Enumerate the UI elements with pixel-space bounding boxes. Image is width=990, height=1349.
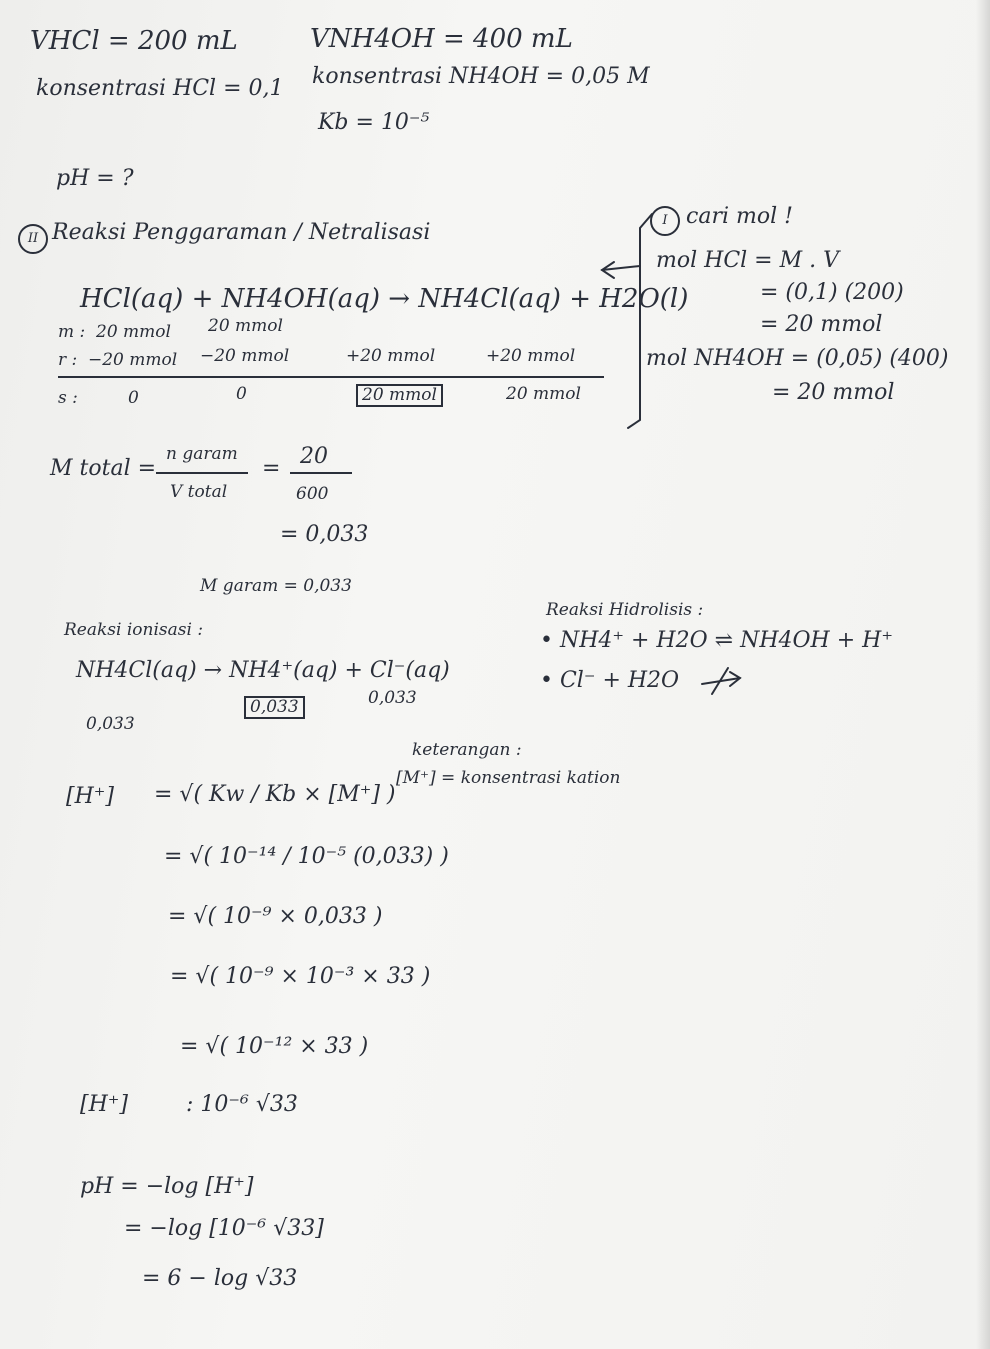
note-text: [M⁺] = konsentrasi kation xyxy=(396,768,621,788)
mol-hcl-result: = 20 mmol xyxy=(760,312,883,337)
s-h2o: 20 mmol xyxy=(506,384,581,404)
h-plus-label-final: [H⁺] xyxy=(80,1092,128,1117)
ph-line3: = 6 − log √33 xyxy=(142,1266,298,1291)
r-hcl: −20 mmol xyxy=(88,350,178,370)
ph-line2: = −log [10⁻⁶ √33] xyxy=(124,1216,324,1241)
r-h2o: +20 mmol xyxy=(486,346,576,366)
h-plus-step4: = √( 10⁻⁹ × 10⁻³ × 33 ) xyxy=(170,964,431,989)
row-m-label: m : xyxy=(58,322,86,342)
ionization-equation: NH4Cl(aq) → NH4⁺(aq) + Cl⁻(aq) xyxy=(76,658,450,683)
m-total-result: = 0,033 xyxy=(280,522,369,547)
r-nh4oh: −20 mmol xyxy=(200,346,290,366)
m-hcl: 20 mmol xyxy=(96,322,171,342)
h-plus-step6: : 10⁻⁶ √33 xyxy=(186,1092,298,1117)
ph-line1: pH = −log [H⁺] xyxy=(80,1174,254,1199)
ionization-nh4-conc-boxed: 0,033 xyxy=(244,696,305,719)
given-conc-nh4oh: konsentrasi NH4OH = 0,05 M xyxy=(312,64,650,89)
m-total-equals: = xyxy=(262,456,281,481)
m-total-den-value: 600 xyxy=(296,484,329,504)
h-plus-step3: = √( 10⁻⁹ × 0,033 ) xyxy=(168,904,383,929)
given-kb: Kb = 10⁻⁵ xyxy=(318,110,430,135)
question-ph: pH = ? xyxy=(56,166,134,191)
note-title: keterangan : xyxy=(412,740,522,760)
step1-title: cari mol ! xyxy=(686,204,793,229)
r-nh4cl: +20 mmol xyxy=(346,346,436,366)
m-total-num-value: 20 xyxy=(300,444,328,469)
h-plus-step2: = √( 10⁻¹⁴ / 10⁻⁵ (0,033) ) xyxy=(164,844,449,869)
ionization-title: Reaksi ionisasi : xyxy=(64,620,204,640)
m-total-numerator: n garam xyxy=(166,444,238,464)
m-garam-value: M garam = 0,033 xyxy=(200,576,352,596)
given-conc-hcl: konsentrasi HCl = 0,1 xyxy=(36,76,284,101)
h-plus-step1: = √( Kw / Kb × [M⁺] ) xyxy=(154,782,396,807)
mol-nh4oh-formula: mol NH4OH = (0,05) (400) xyxy=(646,346,949,371)
step2-marker: II xyxy=(18,224,48,254)
step2-title: Reaksi Penggaraman / Netralisasi xyxy=(52,220,431,245)
m-total-denominator: V total xyxy=(170,482,228,502)
row-s-label: s : xyxy=(58,388,78,408)
mol-hcl-substitution: = (0,1) (200) xyxy=(760,280,904,305)
s-nh4oh: 0 xyxy=(236,384,247,404)
mol-hcl-formula: mol HCl = M . V xyxy=(656,248,840,273)
ionization-salt-conc: 0,033 xyxy=(86,714,135,734)
neutralization-equation: HCl(aq) + NH4OH(aq) → NH4Cl(aq) + H2O(l) xyxy=(80,284,689,314)
hydrolysis-title: Reaksi Hidrolisis : xyxy=(546,600,704,620)
s-hcl: 0 xyxy=(128,388,139,408)
hydrolysis-cl-reaction: • Cl⁻ + H2O xyxy=(540,668,680,693)
mol-nh4oh-result: = 20 mmol xyxy=(772,380,895,405)
hydrolysis-nh4-reaction: • NH4⁺ + H2O ⇌ NH4OH + H⁺ xyxy=(540,628,893,653)
step1-marker: I xyxy=(650,206,680,236)
m-nh4oh: 20 mmol xyxy=(208,316,283,336)
given-v-nh4oh: VNH4OH = 400 mL xyxy=(310,24,573,54)
given-v-hcl: VHCl = 200 mL xyxy=(30,26,238,56)
h-plus-label: [H⁺] xyxy=(66,784,114,809)
h-plus-step5: = √( 10⁻¹² × 33 ) xyxy=(180,1034,369,1059)
m-total-label: M total = xyxy=(50,456,157,481)
s-nh4cl-boxed: 20 mmol xyxy=(356,384,443,407)
row-r-label: r : xyxy=(58,350,78,370)
ionization-cl-conc: 0,033 xyxy=(368,688,417,708)
